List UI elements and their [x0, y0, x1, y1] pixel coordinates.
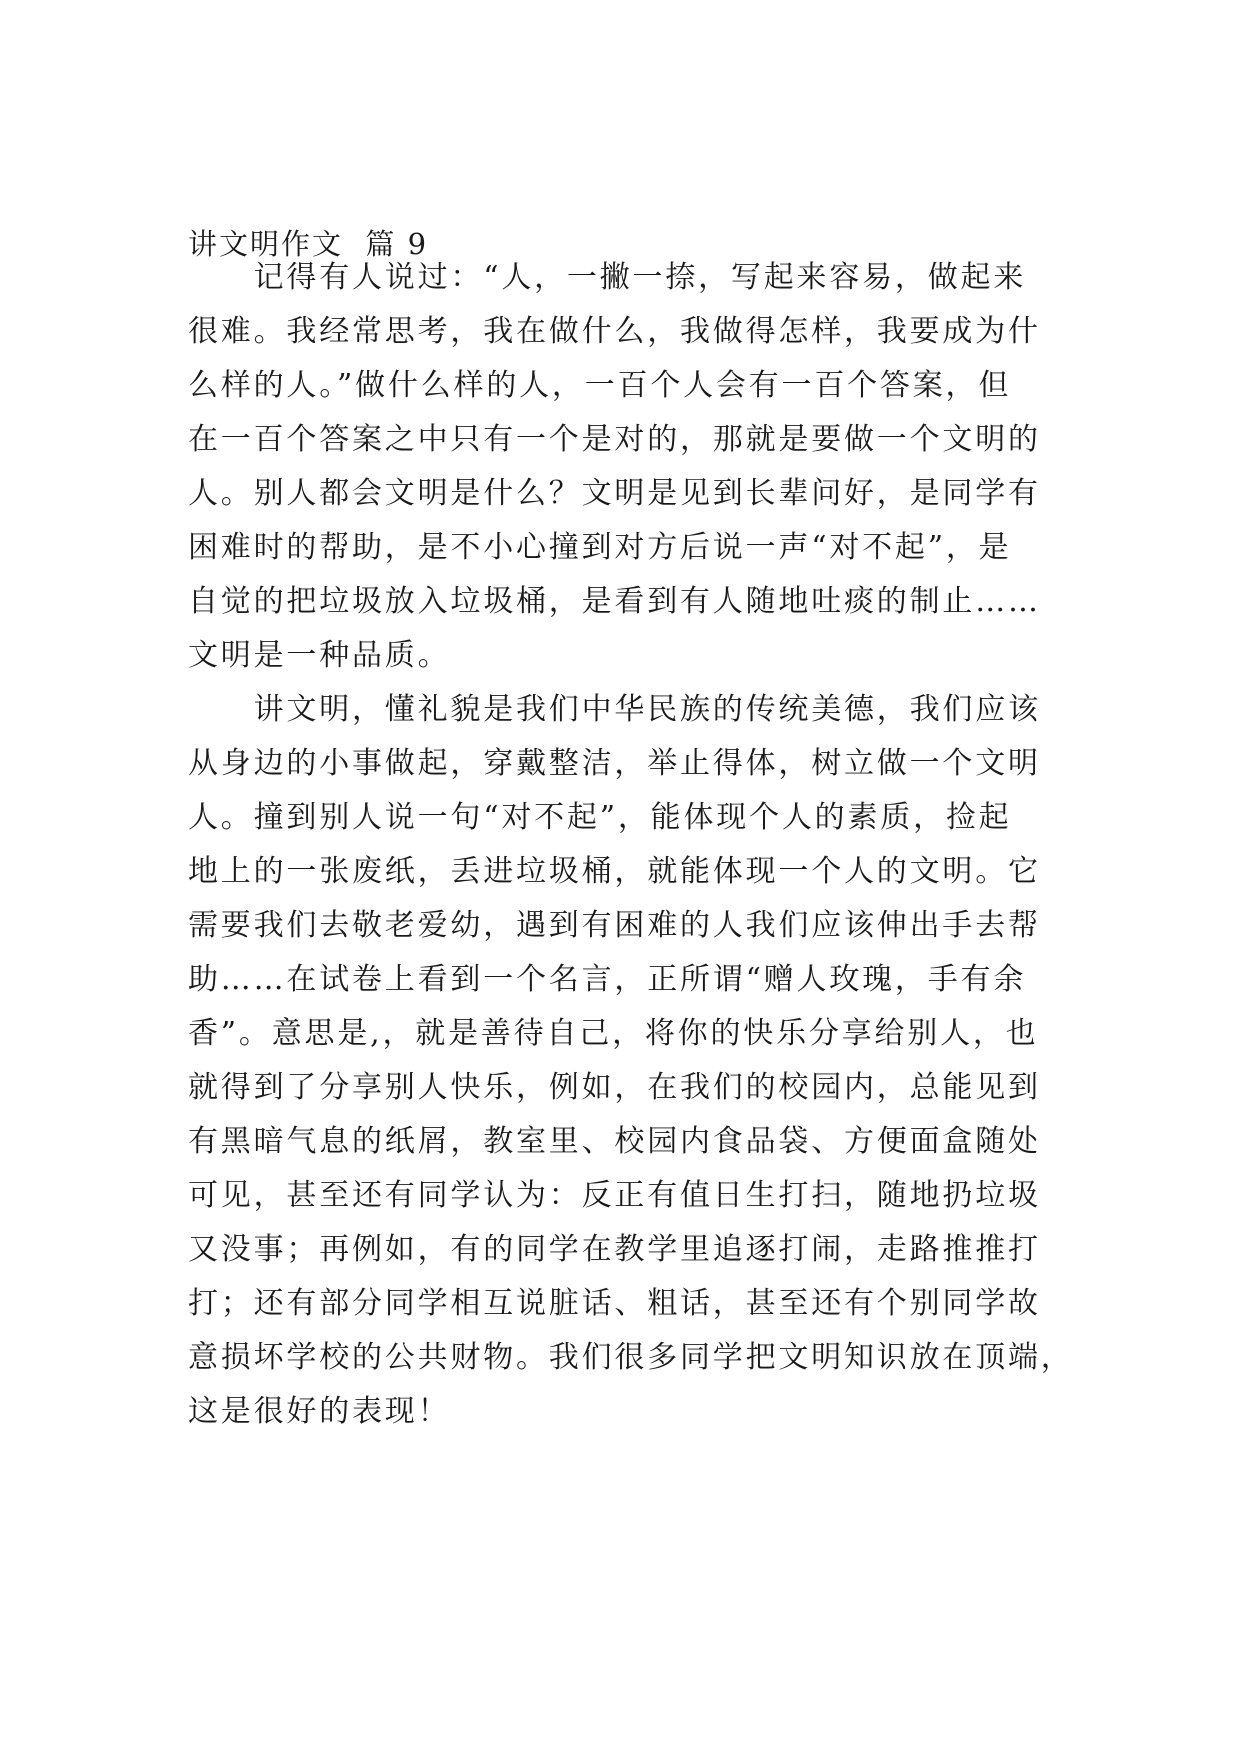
text-line: 需要我们去敬老爱幼，遇到有困难的人我们应该伸出手去帮 [188, 908, 1041, 943]
text-line: 从身边的小事做起，穿戴整洁，举止得体，树立做一个文明 [188, 746, 1041, 781]
text-line: 又没事；再例如，有的同学在教学里追逐打闹，走路推推打 [188, 1232, 1041, 1267]
text-line: 这是很好的表现！ [188, 1394, 451, 1429]
text-line: 么样的人。”做什么样的人，一百个人会有一百个答案，但 [188, 368, 1012, 403]
document-title: 讲文明作文 篇 9 [188, 227, 429, 261]
text-line: 助……在试卷上看到一个名言，正所谓“赠人玫瑰，手有余 [188, 962, 1027, 997]
text-line: 可见，甚至还有同学认为：反正有值日生打扫，随地扔垃圾 [188, 1178, 1041, 1213]
text-line: 讲文明，懂礼貌是我们中华民族的传统美德，我们应该 [188, 692, 1041, 727]
text-line: 意损坏学校的公共财物。我们很多同学把文明知识放在顶端， [188, 1340, 1074, 1375]
text-line: 香”。意思是,，就是善待自己，将你的快乐分享给别人，也 [188, 1016, 1039, 1051]
text-line: 人。撞到别人说一句“对不起”，能体现个人的素质，捡起 [188, 800, 1012, 835]
text-line: 记得有人说过：“人，一撇一捺，写起来容易，做起来 [188, 260, 1027, 295]
text-line: 打；还有部分同学相互说脏话、粗话，甚至还有个别同学故 [188, 1286, 1041, 1321]
text-line: 自觉的把垃圾放入垃圾桶，是看到有人随地吐痰的制止…… [188, 584, 1041, 619]
text-line: 地上的一张废纸，丢进垃圾桶，就能体现一个人的文明。它 [188, 854, 1041, 889]
text-line: 人。别人都会文明是什么？文明是见到长辈问好，是同学有 [188, 476, 1041, 511]
text-line: 有黑暗气息的纸屑，教室里、校园内食品袋、方便面盒随处 [188, 1124, 1041, 1159]
text-line: 就得到了分享别人快乐，例如，在我们的校园内，总能见到 [188, 1070, 1041, 1105]
text-line: 文明是一种品质。 [188, 638, 451, 673]
text-line: 很难。我经常思考，我在做什么，我做得怎样，我要成为什 [188, 314, 1041, 349]
text-line: 困难时的帮助，是不小心撞到对方后说一声“对不起”，是 [188, 530, 1012, 565]
text-line: 在一百个答案之中只有一个是对的，那就是要做一个文明的 [188, 422, 1041, 457]
